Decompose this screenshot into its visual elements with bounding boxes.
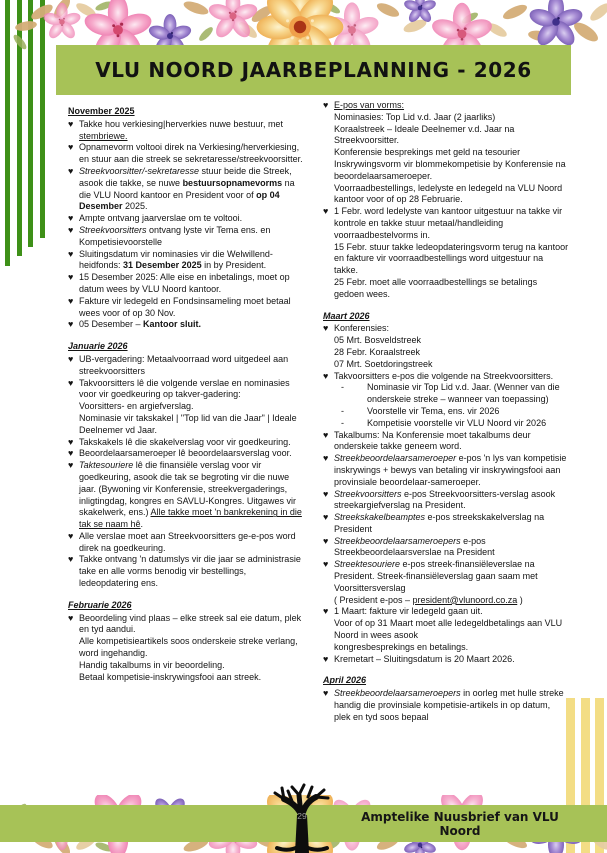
text-run: in oorleg met hulle streke handig die provinsiale kompetisie-artikels in op datum, plek en tyd soos bepaal	[334, 688, 564, 722]
text-run: Handig takalbums in vir beoordeling.	[79, 659, 225, 670]
list-item	[323, 382, 569, 406]
text-run: ontvang lyste vir Tema ens. en Kompetisievoorstelle	[79, 224, 271, 247]
heart-bullet-icon: ♥	[323, 100, 329, 110]
list-item-text	[334, 206, 568, 299]
section-heading: November 2025	[68, 106, 135, 116]
heart-bullet-icon: ♥	[68, 142, 74, 153]
list-item-text	[367, 382, 560, 404]
list-item-text	[334, 489, 555, 511]
heart-bullet-icon: ♥	[323, 323, 329, 334]
list-item	[68, 166, 306, 213]
list-item	[323, 371, 569, 383]
text-run: 1 Febr. word ledelyste van kantoor uitgestuur na takke vir kontrole en takke stuur metaal/handleiding voorraadbestelvorms in.	[334, 206, 563, 240]
list-item	[323, 512, 569, 536]
heart-bullet-icon: ♥	[323, 688, 329, 699]
text-run: bestuursopnamevorms	[182, 177, 283, 188]
list-item-text	[79, 354, 288, 376]
list-item-text	[79, 319, 201, 329]
text-run: Nominasies: Top Lid v.d. Jaar (2 jaarliks)	[334, 111, 496, 122]
list-item	[68, 225, 306, 249]
text-run: Konferensie besprekings met geld na tesourier	[334, 147, 521, 158]
list-item-text	[79, 249, 273, 271]
baobab-tree-logo	[270, 783, 334, 853]
list-item-text	[334, 606, 562, 651]
list-item-text	[79, 272, 290, 294]
text-run: 31 Desember 2025	[123, 260, 202, 271]
text-run: Streekvoorsitters	[79, 224, 147, 235]
text-run: e-pos 'n lys van kompetisie inskrywings + bewys van betaling vir inskrywingsfooi aan provinsiale beoordelaar-sameroeper.	[334, 453, 567, 487]
list-item-text	[334, 536, 495, 558]
list-item-text	[79, 142, 303, 164]
heart-bullet-icon: ♥	[68, 165, 74, 176]
list-item	[68, 460, 306, 531]
list-item-text	[79, 378, 297, 435]
text-run: Kompetisie voorstelle vir VLU Noord vir 2026	[367, 417, 547, 428]
list-item-text	[334, 559, 538, 604]
email-link[interactable]: president@vlunoord.co.za	[412, 594, 518, 605]
text-run: lê die finansiële verslag voor vir goedkeuring, asook die tak se begroting vir die nuwe jaar. (Bywoning vir Konferensie, streekvergaderings, inligtingdag, kongres en SAVLU-Kongres. Uitgawes vir skakelwerk, ens.)	[79, 460, 296, 518]
heart-bullet-icon: ♥	[68, 118, 74, 129]
text-run: Alle takke moet 'n bankrekening in die tak se naam hê	[79, 507, 302, 530]
content-column-right	[323, 100, 569, 724]
heart-bullet-icon: ♥	[323, 653, 329, 664]
text-run: Konferensies:	[334, 323, 390, 334]
heart-bullet-icon: ♥	[323, 512, 329, 523]
text-run: 07 Mrt. Soetdoringstreek	[334, 358, 433, 369]
text-run: Streekbeoordelaarsameroeper	[334, 453, 457, 464]
list-item	[68, 613, 306, 684]
text-run: 28 Febr. Koraalstreek	[334, 346, 421, 357]
dash-bullet-icon: -	[341, 405, 344, 416]
list-item	[323, 406, 569, 418]
dash-bullet-icon: -	[341, 382, 344, 393]
list-item	[68, 531, 306, 555]
dash-bullet-icon: -	[341, 417, 344, 428]
heart-bullet-icon: ♥	[68, 436, 74, 447]
text-run: stuur beide die Streek, asook die takke, se nuwe	[79, 165, 292, 188]
list-item	[68, 554, 306, 589]
heart-bullet-icon: ♥	[68, 377, 74, 388]
list-item	[68, 437, 306, 449]
text-run: Taktesouriere	[79, 460, 134, 471]
text-run: )	[517, 594, 523, 605]
list-item-text	[334, 512, 544, 534]
text-run: Betaal kompetisie-inskrywingsfooi aan streek.	[79, 671, 262, 682]
text-run: Streekskakelbeamptes	[334, 512, 426, 523]
text-run: Opnamevorm voltooi direk na Verkiesing/herverkiesing, en stuur aan die streek se sekretaresse/streekvoorsitter.	[79, 142, 303, 165]
heart-bullet-icon: ♥	[323, 535, 329, 546]
text-run: Takke hou verkiesing|herverkies nuwe bestuur, met	[79, 118, 283, 129]
list-item	[323, 536, 569, 560]
page-title: VLU NOORD JAARBEPLANNING - 2026	[95, 58, 532, 82]
heart-bullet-icon: ♥	[68, 353, 74, 364]
heart-bullet-icon: ♥	[68, 554, 74, 565]
list-item	[68, 296, 306, 320]
page-number: 29	[297, 811, 307, 821]
list-item-text	[367, 418, 546, 428]
text-run: op 04 Desember	[79, 189, 280, 212]
list-item-text	[334, 654, 515, 664]
list-item	[68, 213, 306, 225]
text-run: UB-vergadering: Metaalvoorraad word uitgedeel aan streekvoorsitters	[79, 353, 289, 376]
title-banner	[56, 45, 571, 95]
text-run: 05 Mrt. Bosveldstreek	[334, 335, 422, 346]
text-run: stembriewe.	[79, 130, 128, 141]
text-run: Takvoorsitters lê die volgende verslae en nominasies voor vir goedkeuring op takver-gadering:	[79, 377, 290, 400]
text-run: Beoordelaarsameroeper lê beoordelaarsverslag voor.	[79, 448, 292, 459]
list-item	[323, 489, 569, 513]
list-item	[323, 654, 569, 666]
text-run: Alle kompetisieartikels soos onderskeie streke verlang, word ingehandig.	[79, 636, 298, 659]
text-run: Sluitingsdatum vir nominasies vir die Welwillend-heidfonds:	[79, 248, 273, 271]
heart-bullet-icon: ♥	[68, 319, 74, 330]
list-item-text	[334, 453, 566, 487]
heart-bullet-icon: ♥	[323, 429, 329, 440]
section-heading: Maart 2026	[323, 310, 370, 321]
text-run: Takvoorsitters e-pos die volgende na Streekvoorsitters.	[334, 370, 554, 381]
list-item-text	[79, 613, 301, 682]
heart-bullet-icon: ♥	[68, 272, 74, 283]
list-item-text	[79, 531, 296, 553]
list-item	[323, 206, 569, 300]
list-item-text	[79, 296, 291, 318]
list-item	[68, 272, 306, 296]
text-run: Ampte ontvang jaarverslae om te voltooi.	[79, 213, 243, 224]
list-item-text	[79, 448, 292, 458]
text-run: Inskrywingsvorm vir blommekompetisie by Konferensie na beoordelaarsameroeper.	[334, 158, 566, 181]
list-item	[323, 418, 569, 430]
text-run: Alle verslae moet aan Streekvoorsitters ge-e-pos word direk na goedkeuring.	[79, 530, 296, 553]
heart-bullet-icon: ♥	[323, 370, 329, 381]
list-item	[68, 319, 306, 331]
list-item-text	[79, 437, 291, 447]
text-run: Streekvoorsitter/-sekretaresse	[79, 165, 200, 176]
list-item-text	[334, 100, 566, 204]
text-run: Koraalstreek – Ideale Deelnemer v.d. Jaar na Streekvoorsitter.	[334, 123, 515, 146]
text-run: Fakture vir ledegeld en Fondsinsameling moet betaal wees voor of op 30 Nov.	[79, 295, 291, 318]
list-item	[323, 688, 569, 723]
list-item-text	[79, 554, 301, 588]
text-run: e-pos streek-finansiëleverslae na President. Streek-finansiëleverslag gaan saam met Voorsittersverslag	[334, 559, 538, 593]
text-run: Streekvoorsitters	[334, 488, 402, 499]
list-item	[68, 354, 306, 378]
list-item	[68, 448, 306, 460]
list-item	[68, 142, 306, 166]
heart-bullet-icon: ♥	[68, 448, 74, 459]
text-run: Takke ontvang 'n datumslys vir die jaar se administrasie take en alle vorms benodig vir bestellings, ledeopdatering ens.	[79, 554, 301, 589]
content-column-left	[68, 106, 306, 683]
list-item	[323, 559, 569, 606]
text-run: .	[140, 519, 144, 530]
text-run: Streektesouriere	[334, 559, 401, 570]
list-item-text	[79, 166, 295, 211]
text-run: Beoordeling vind plaas – elke streek sal eie datum, plek en tyd aandui.	[79, 612, 302, 635]
text-run: 2025.	[122, 201, 148, 212]
footer-text: Amptelike Nuusbrief van VLU Noord	[361, 809, 559, 838]
text-run: 1 Maart: fakture vir ledegeld gaan uit.	[334, 606, 483, 617]
list-item-text	[367, 406, 499, 416]
text-run: Streekbeoordelaarsameroepers	[334, 535, 461, 546]
text-run: Takskakels lê die skakelverslag voor vir goedkeuring.	[79, 436, 291, 447]
list-item	[323, 100, 569, 206]
text-run: in by President.	[201, 260, 267, 271]
text-run: Voorsitters- en argiefverslag.	[79, 401, 194, 412]
heart-bullet-icon: ♥	[323, 453, 329, 464]
list-item-text	[334, 323, 433, 368]
text-run: Takalbums: Na Konferensie moet takalbums deur onderskeie takke geneem word.	[334, 429, 531, 452]
text-run: E-pos van vorms:	[334, 100, 405, 110]
section-heading: April 2026	[323, 675, 367, 686]
heart-bullet-icon: ♥	[323, 606, 329, 617]
section-heading: Januarie 2026	[68, 341, 128, 352]
heart-bullet-icon: ♥	[323, 488, 329, 499]
heart-bullet-icon: ♥	[323, 559, 329, 570]
list-item-text	[334, 688, 564, 722]
text-run: 05 Desember –	[79, 319, 144, 330]
list-item-text	[79, 225, 270, 247]
text-run: 25 Febr. moet alle voorraadbestellings se betalings gedoen wees.	[334, 276, 538, 299]
list-item	[68, 249, 306, 273]
heart-bullet-icon: ♥	[68, 213, 74, 224]
text-run: Kantoor sluit.	[143, 319, 202, 330]
heart-bullet-icon: ♥	[68, 460, 74, 471]
text-run: Streekbeoordelaarsameroepers	[334, 688, 461, 699]
text-run: e-pos Streekbeoordelaarsverslae na President	[334, 535, 495, 558]
list-item-text	[334, 371, 553, 381]
text-run: na die VLU Noord kantoor en President voor of	[79, 177, 295, 200]
section-heading: Februarie 2026	[68, 599, 132, 610]
list-item-text	[79, 460, 302, 529]
text-run: e-pos Streekvoorsitters-verslag asook streekargiefverslag na President.	[334, 488, 556, 511]
list-item	[68, 119, 306, 143]
list-item	[68, 378, 306, 437]
list-item-text	[79, 213, 242, 223]
heart-bullet-icon: ♥	[68, 530, 74, 541]
text-run: ( President e-pos –	[334, 594, 413, 605]
heart-bullet-icon: ♥	[68, 295, 74, 306]
list-item	[323, 323, 569, 370]
list-item-text	[334, 430, 531, 452]
text-run: Nominasie vir Top Lid v.d. Jaar. (Wenner van die onderskeie streke – wanneer van toepassing)	[367, 382, 560, 405]
text-run: Voorstelle vir Tema, ens. vir 2026	[367, 405, 500, 416]
text-run: 15 Desember 2025: Alle eise en inbetalings, moet op datum wees by VLU Noord kantoor.	[79, 272, 290, 294]
list-item	[323, 430, 569, 454]
text-run: Voorraadbestellings, ledelyste en ledegeld na VLU Noord kantoor voor of op 28 Februarie.	[334, 182, 563, 205]
text-run: kongresbesprekings en betalings.	[334, 641, 469, 652]
list-item-text	[79, 119, 283, 141]
list-item	[323, 453, 569, 488]
heart-bullet-icon: ♥	[68, 224, 74, 235]
text-run: Voor of op 31 Maart moet alle ledegeldbetalings aan VLU Noord in wees asook	[334, 618, 563, 641]
heart-bullet-icon: ♥	[68, 248, 74, 259]
text-run: 15 Febr. stuur takke ledeopdateringsvorm terug na kantoor en fakture vir voorraadbestellings word uitgestuur na takke.	[334, 241, 569, 276]
text-run: Nominasie vir takskakel | "Top lid van die Jaar" | Ideale Deelnemer vd Jaar.	[79, 412, 297, 435]
heart-bullet-icon: ♥	[68, 612, 74, 623]
text-run: Kremetart – Sluitingsdatum is 20 Maart 2026.	[334, 653, 515, 664]
text-run: e-pos streekskakelverslag na President	[334, 512, 545, 534]
heart-bullet-icon: ♥	[323, 206, 329, 217]
list-item	[323, 606, 569, 653]
